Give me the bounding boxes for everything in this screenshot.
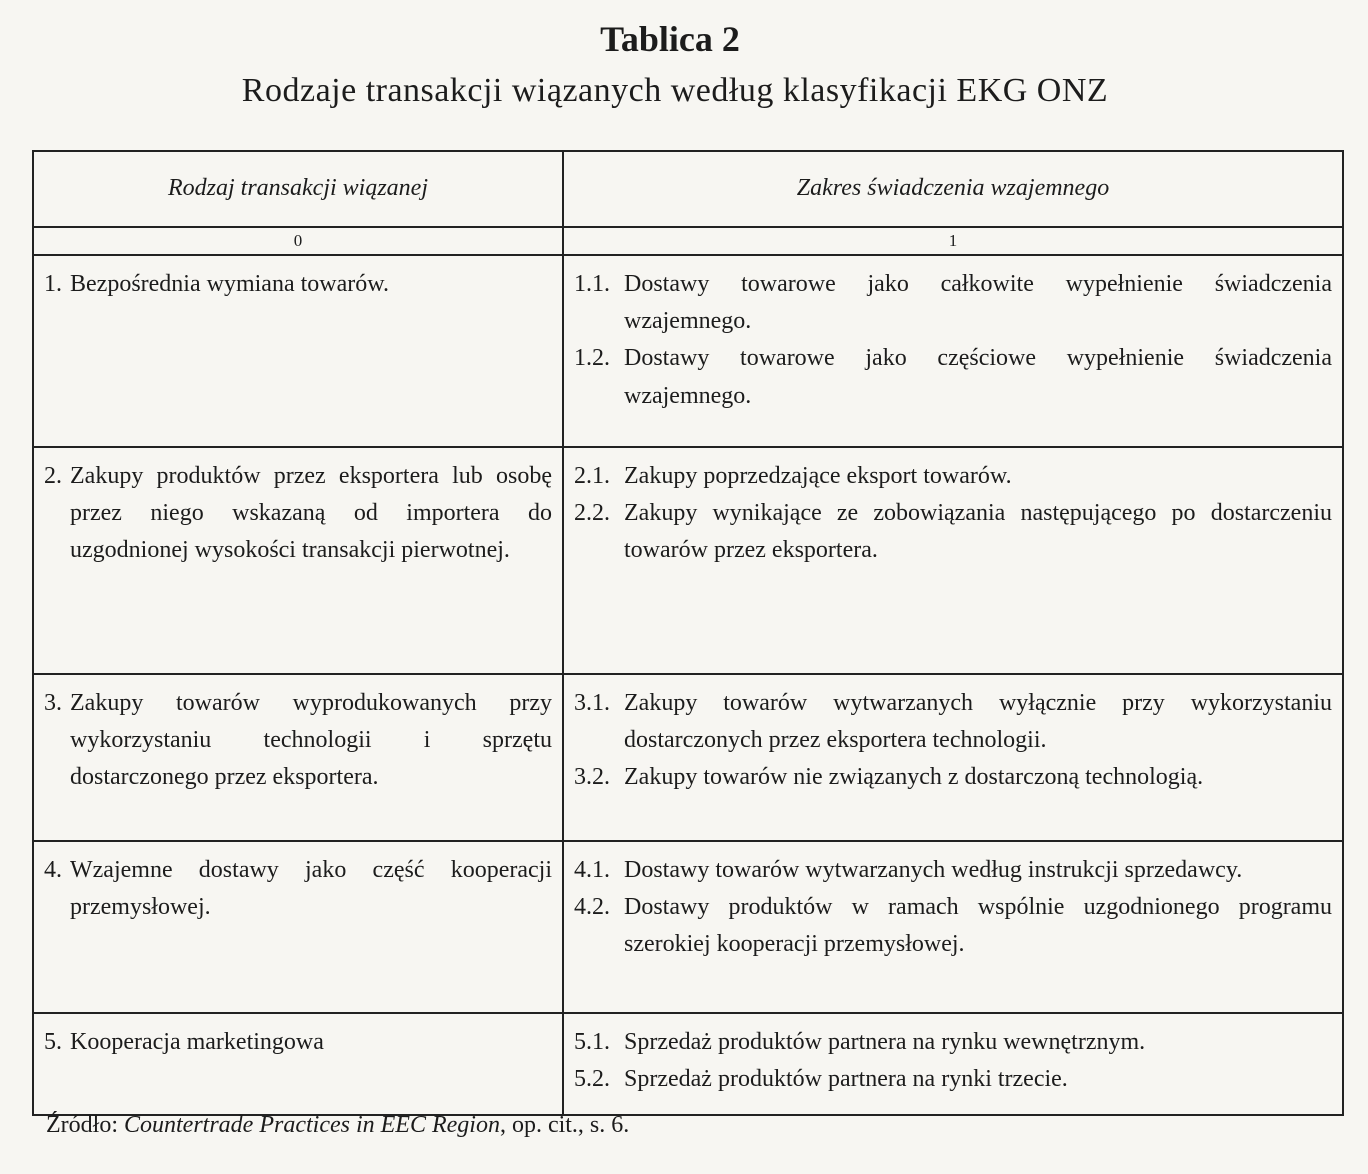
type-number: 2. xyxy=(44,463,62,489)
scope-item xyxy=(574,458,1332,495)
scope-text: Sprzedaż produktów partnera na rynki trzecie. xyxy=(624,1066,1068,1093)
scope-item xyxy=(574,1061,1332,1098)
scope-number: 5.2. xyxy=(574,1066,610,1093)
type-item xyxy=(44,852,552,926)
type-cell xyxy=(33,841,563,1013)
type-text: Zakupy towarów wyprodukowanych przy wykorzystaniu technologii i sprzętu dostarczonego przez eksportera. xyxy=(70,690,552,791)
scope-number: 1.1. xyxy=(574,271,610,297)
type-cell xyxy=(33,447,563,674)
type-number: 4. xyxy=(44,857,62,883)
type-item xyxy=(44,685,552,797)
scope-text: Sprzedaż produktów partnera na rynku wewnętrznym. xyxy=(624,1029,1146,1055)
column-number-row xyxy=(33,227,1343,255)
scope-item xyxy=(574,889,1332,963)
type-number: 1. xyxy=(44,271,62,297)
source-note xyxy=(46,1112,629,1139)
table-title: Tablica 2 xyxy=(600,19,740,59)
scope-text: Dostawy towarowe jako częściowe wypełnienie świadczenia wzajemnego. xyxy=(624,345,1332,409)
table-row xyxy=(33,255,1343,447)
type-cell xyxy=(33,1013,563,1115)
scope-item xyxy=(574,266,1332,340)
scope-number: 4.2. xyxy=(574,894,610,921)
type-text: Wzajemne dostawy jako część kooperacji przemysłowej. xyxy=(70,857,552,921)
scope-number: 2.1. xyxy=(574,463,610,489)
source-title: Countertrade Practices in EEC Region xyxy=(124,1112,500,1138)
scope-number: 1.2. xyxy=(574,345,610,372)
column-header-type: Rodzaj transakcji wiązanej xyxy=(33,151,563,227)
type-number: 3. xyxy=(44,690,62,716)
table-row xyxy=(33,447,1343,674)
scope-text: Zakupy towarów nie związanych z dostarczoną technologią. xyxy=(624,764,1204,791)
scope-number: 3.1. xyxy=(574,690,610,716)
scope-text: Dostawy towarowe jako całkowite wypełnienie świadczenia wzajemnego. xyxy=(624,271,1332,335)
column-number-1: 1 xyxy=(563,227,1343,255)
scope-item xyxy=(574,340,1332,414)
scope-number: 5.1. xyxy=(574,1029,610,1055)
type-item xyxy=(44,266,552,303)
transactions-table xyxy=(32,150,1344,1116)
type-text: Zakupy produktów przez eksportera lub osobę przez niego wskazaną od importera do uzgodnionej wysokości transakcji pierwotnej. xyxy=(70,463,552,564)
table-subtitle: Rodzaje transakcji wiązanych według klasyfikacji EKG ONZ xyxy=(241,72,1109,109)
scope-item xyxy=(574,1024,1332,1061)
scope-number: 2.2. xyxy=(574,500,610,527)
type-cell xyxy=(33,255,563,447)
type-item xyxy=(44,1024,552,1061)
type-number: 5. xyxy=(44,1029,62,1055)
type-cell xyxy=(33,674,563,841)
scope-cell xyxy=(563,447,1343,674)
table-row xyxy=(33,1013,1343,1115)
scope-text: Zakupy poprzedzające eksport towarów. xyxy=(624,463,1012,489)
scope-cell xyxy=(563,674,1343,841)
scope-cell xyxy=(563,255,1343,447)
scope-text: Zakupy towarów wytwarzanych wyłącznie przy wykorzystaniu dostarczonych przez eksportera technologii. xyxy=(624,690,1332,754)
type-text: Bezpośrednia wymiana towarów. xyxy=(70,271,390,297)
source-label: Źródło: xyxy=(46,1112,118,1138)
type-text: Kooperacja marketingowa xyxy=(70,1029,324,1055)
table-row xyxy=(33,841,1343,1013)
header-row xyxy=(33,151,1343,227)
scope-cell xyxy=(563,1013,1343,1115)
scope-number: 4.1. xyxy=(574,857,610,883)
scope-text: Dostawy produktów w ramach wspólnie uzgodnionego programu szerokiej kooperacji przemysłowej. xyxy=(624,894,1332,958)
source-rest: , op. cit., s. 6. xyxy=(499,1112,630,1138)
scope-item xyxy=(574,685,1332,759)
scope-cell xyxy=(563,841,1343,1013)
scope-text: Dostawy towarów wytwarzanych według instrukcji sprzedawcy. xyxy=(624,857,1243,883)
scope-text: Zakupy wynikające ze zobowiązania następującego po dostarczeniu towarów przez eksportera. xyxy=(624,500,1332,564)
table-row xyxy=(33,674,1343,841)
type-item xyxy=(44,458,552,570)
scope-item xyxy=(574,495,1332,569)
scope-item xyxy=(574,759,1332,796)
column-header-scope: Zakres świadczenia wzajemnego xyxy=(563,151,1343,227)
column-number-0: 0 xyxy=(33,227,563,255)
scope-number: 3.2. xyxy=(574,764,610,791)
scope-item xyxy=(574,852,1332,889)
